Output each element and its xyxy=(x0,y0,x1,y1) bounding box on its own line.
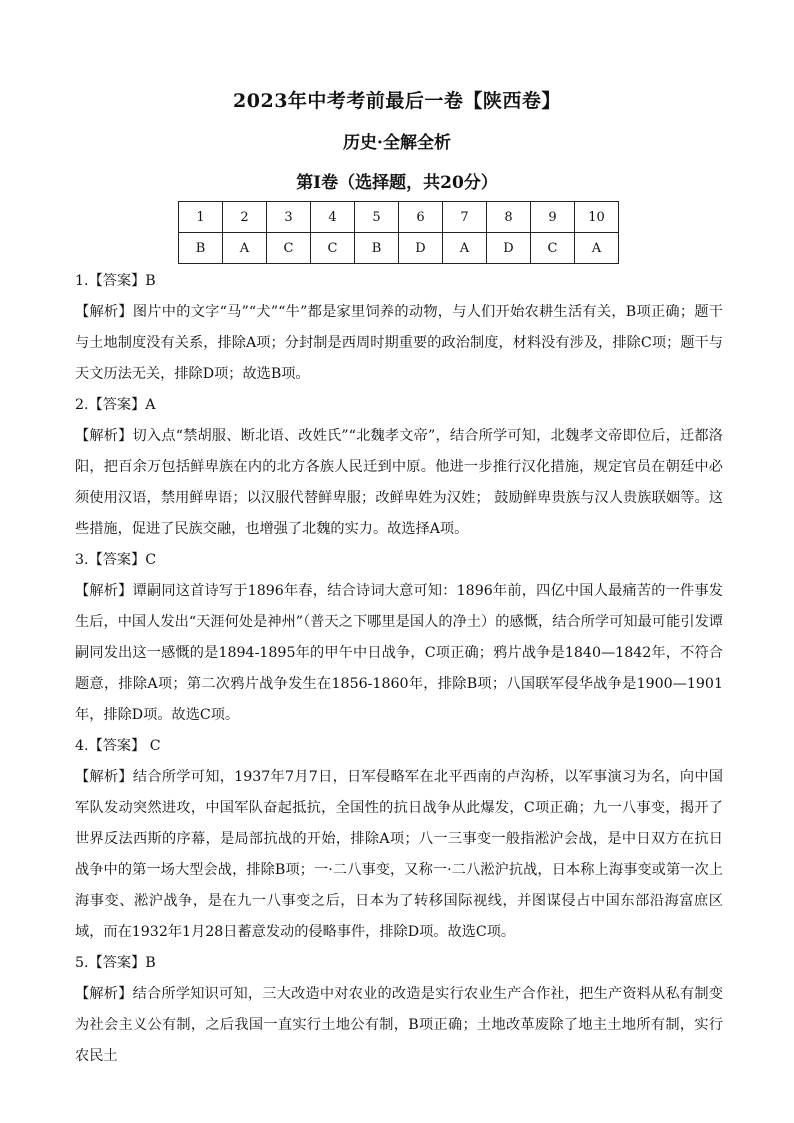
answer-line: 1.【答案】B xyxy=(75,273,156,289)
table-cell: 2 xyxy=(223,202,267,233)
table-cell: A xyxy=(223,233,267,264)
table-cell: A xyxy=(575,233,619,264)
table-row-answers xyxy=(179,233,619,264)
table-cell: C xyxy=(267,233,311,264)
explanation-paragraph: 【解析】切入点“禁胡服、断北语、改姓氏”“北魏孝文帝”，结合所学可知，北魏孝文帝即位后，迁都洛阳，把百余万包括鲜卑族在内的北方各族人民迁到中原。他进一步推行汉化措施，规定官员在朝廷中必须使用汉语，禁用鲜卑语；以汉服代替鲜卑服；改鲜卑姓为汉姓； 鼓励鲜卑贵族与汉人贵族联姻等。这些措施，促进了民族交融，也增强了北魏的实力。故选择A项。 xyxy=(75,428,723,537)
table-cell: 8 xyxy=(487,202,531,233)
answer-line: 4.【答案】 C xyxy=(75,738,161,754)
table-cell: 3 xyxy=(267,202,311,233)
document-title: 2023年中考考前最后一卷【陕西卷】 xyxy=(233,90,561,112)
explanation-paragraph: 【解析】谭嗣同这首诗写于1896年春，结合诗词大意可知：1896年前，四亿中国人最痛苦的一件事发生后，中国人发出“天涯何处是神州”（普天之下哪里是国人的净土）的感慨，结合所学可知最可能引发谭嗣同发出这一感慨的是1894-1895年的甲午中日战争，C项正确；鸦片战争是1840—1842年，不符合题意，排除A项；第二次鸦片战争发生在1856-1860年，排除B项；八国联军侵华战争是1900—1901年，排除D项。故选C项。 xyxy=(75,583,723,723)
explanation-paragraph: 【解析】结合所学可知，1937年7月7日，日军侵略军在北平西南的卢沟桥，以军事演习为名，向中国军队发动突然进攻，中国军队奋起抵抗，全国性的抗日战争从此爆发，C项正确；九一八事变，揭开了世界反法西斯的序幕，是局部抗战的开始，排除A项；八一三事变一般指淞沪会战，是中日双方在抗日战争中的第一场大型会战，排除B项；一·二八事变，又称一·二八淞沪抗战，日本称上海事变或第一次上海事变、淞沪战争，是在九一八事变之后，日本为了转移国际视线，并图谋侵占中国东部沿海富庶区域，而在1932年1月28日蓄意发动的侵略事件，排除D项。故选C项。 xyxy=(75,769,723,940)
table-cell: 10 xyxy=(575,202,619,233)
answer-line: 2.【答案】A xyxy=(75,397,156,413)
section-heading: 第Ⅰ卷（选择题，共20分） xyxy=(296,173,498,193)
table-cell: C xyxy=(311,233,355,264)
document-subtitle: 历史·全解全析 xyxy=(343,133,451,153)
explanations xyxy=(75,266,723,1072)
table-cell: 7 xyxy=(443,202,487,233)
answer-line: 3.【答案】C xyxy=(75,552,157,568)
table-cell: D xyxy=(399,233,443,264)
answer-line: 5.【答案】B xyxy=(75,955,156,971)
table-cell: B xyxy=(355,233,399,264)
explanation-paragraph: 【解析】图片中的文字“马”“犬”“牛”都是家里饲养的动物，与人们开始农耕生活有关，B项正确；题干与土地制度没有关系，排除A项；分封制是西周时期重要的政治制度，材料没有涉及，排除C项；题干与天文历法无关，排除D项；故选B项。 xyxy=(75,304,723,382)
table-cell: 1 xyxy=(179,202,223,233)
table-cell: B xyxy=(179,233,223,264)
table-cell: 4 xyxy=(311,202,355,233)
table-cell: 9 xyxy=(531,202,575,233)
answer-key-table xyxy=(178,201,619,264)
table-cell: A xyxy=(443,233,487,264)
explanation-paragraph: 【解析】结合所学知识可知，三大改造中对农业的改造是实行农业生产合作社，把生产资料从私有制变为社会主义公有制，之后我国一直实行土地公有制，B项正确；土地改革废除了地主土地所有制，实行农民土 xyxy=(75,986,723,1064)
table-cell: C xyxy=(531,233,575,264)
table-cell: 5 xyxy=(355,202,399,233)
table-row-question-numbers xyxy=(179,202,619,233)
table-cell: 6 xyxy=(399,202,443,233)
table-cell: D xyxy=(487,233,531,264)
